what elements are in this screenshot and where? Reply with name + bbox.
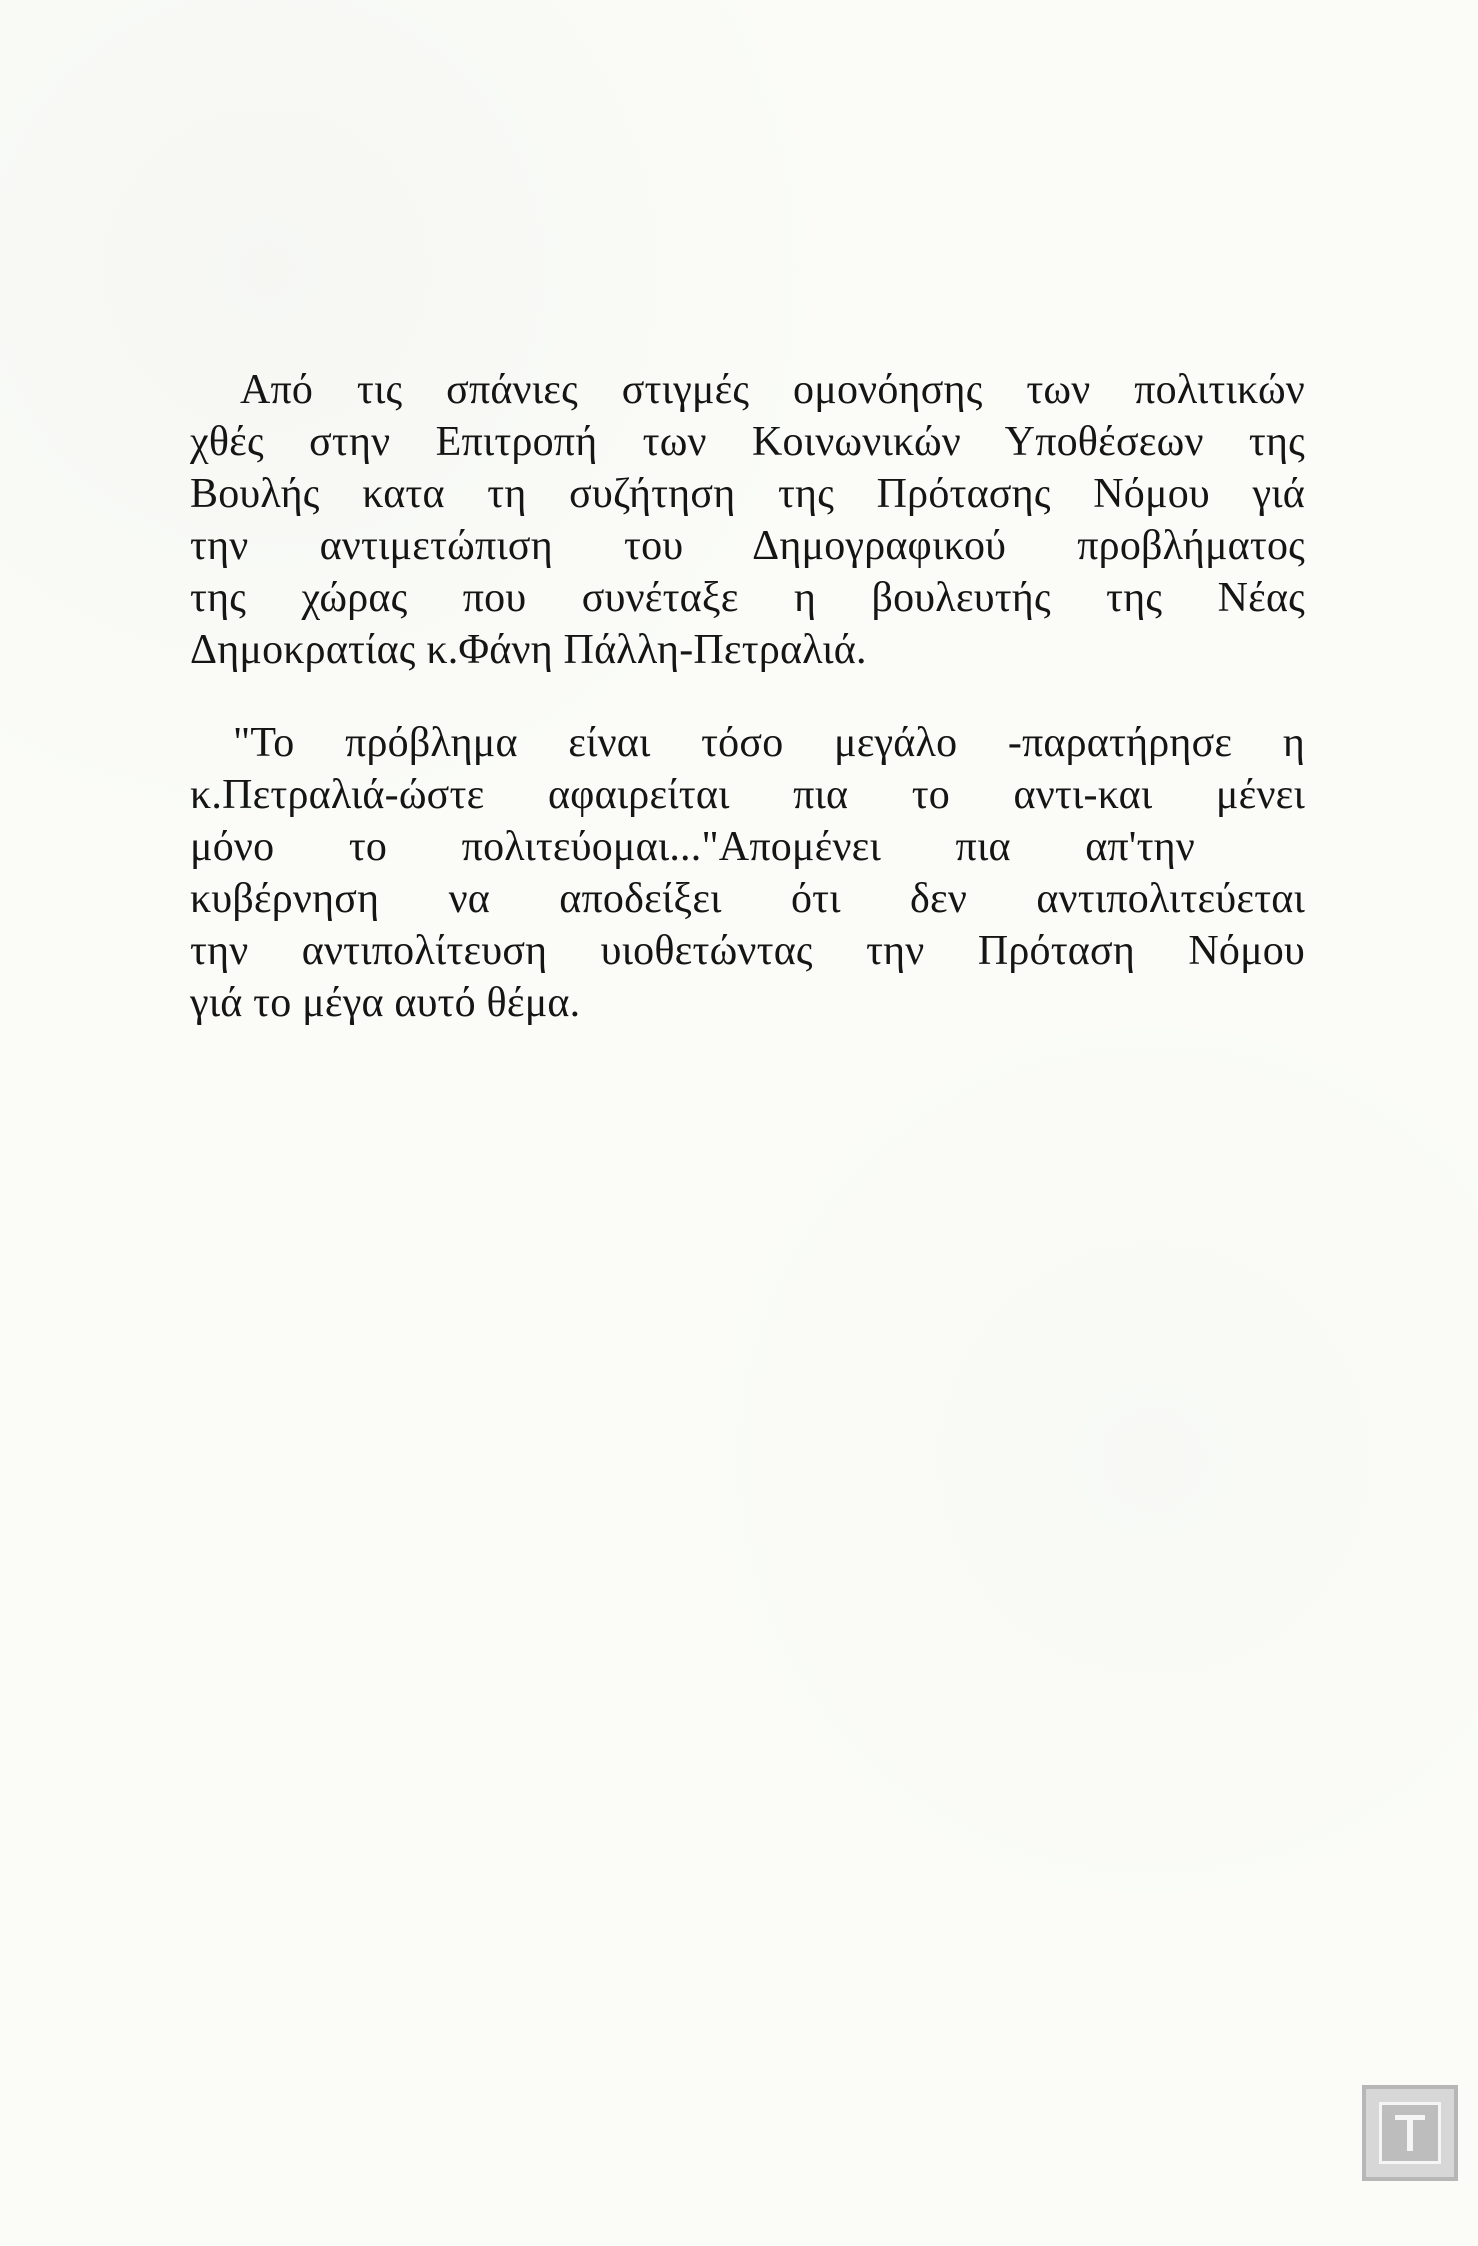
paragraph-2-line-3: μόνο το πολιτεύομαι..."Απομένει πια απ'την [190,824,1195,870]
paragraph-1-line-4: την αντιμετώπιση του Δημογραφικού προβλήματος [190,523,1305,569]
paragraph-1-line-3: Βουλής κατα τη συζήτηση της Πρότασης Νόμου γιά [190,471,1305,517]
paragraph-2-line-2: κ.Πετραλιά-ώστε αφαιρείται πια το αντι-και μένει [190,772,1305,818]
paragraph-1-line-6: Δημοκρατίας κ.Φάνη Πάλλη-Πετραλιά. [190,627,867,673]
paragraph-2-line-5: την αντιπολίτευση υιοθετώντας την Πρόταση Νόμου [190,928,1305,974]
paragraph-2-line-6: γιά το μέγα αυτό θέμα. [190,980,581,1026]
paragraph-2-line-1: "Το πρόβλημα είναι τόσο μεγάλο -παρατήρησε η [233,720,1305,766]
paragraph-1-line-2: χθές στην Επιτροπή των Κοινωνικών Υποθέσεων της [190,419,1305,465]
paragraph-2-line-4: κυβέρνηση να αποδείξει ότι δεν αντιπολιτεύεται [190,876,1305,922]
stamp-symbol-icon [1379,2102,1441,2164]
library-stamp-icon [1362,2085,1458,2181]
paragraph-1-line-1: Από τις σπάνιες στιγμές ομονόησης των πολιτικών [240,367,1305,413]
paragraph-1-line-5: της χώρας που συνέταξε η βουλευτής της Νέας [190,575,1305,621]
